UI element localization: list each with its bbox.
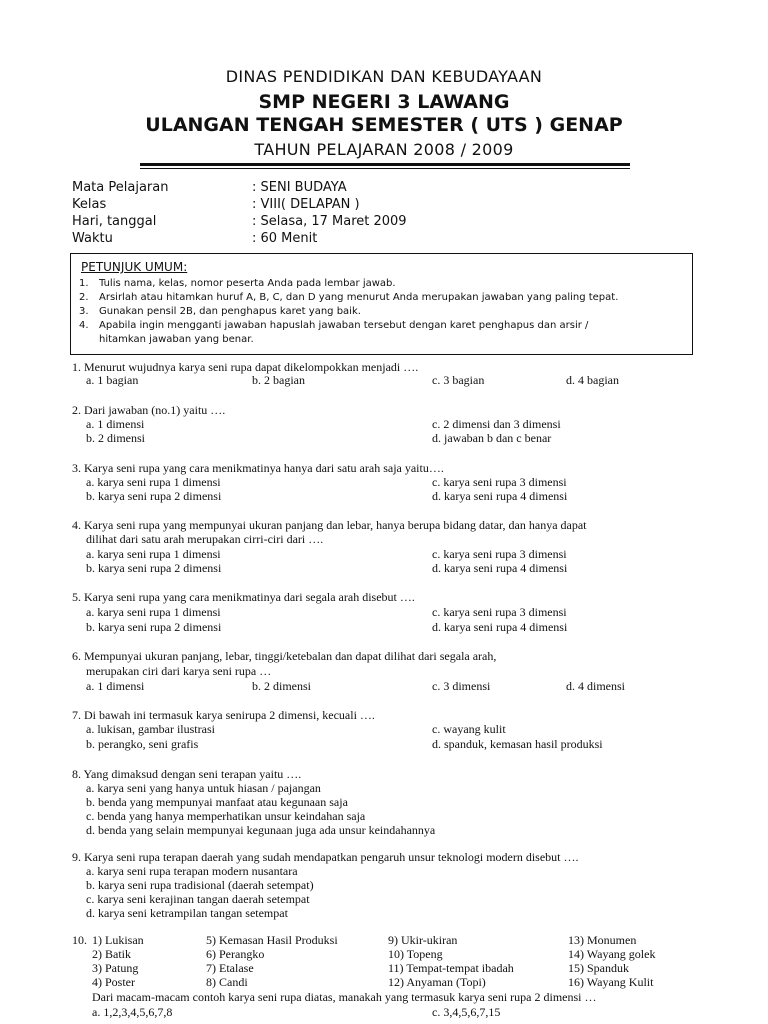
- option-b: b. karya seni rupa 2 dimensi: [86, 561, 222, 575]
- option-b: b. 2 dimensi: [86, 431, 145, 445]
- option-a: a. 1 dimensi: [86, 679, 145, 693]
- header-rule-thin: [140, 168, 630, 169]
- option-a: a. karya seni rupa 1 dimensi: [86, 475, 221, 489]
- list-item: 7) Etalase: [206, 961, 254, 975]
- instruction-text: hitamkan jawaban yang benar.: [99, 334, 254, 345]
- instruction-number: 4.: [79, 320, 89, 331]
- instruction-text: Tulis nama, kelas, nomor peserta Anda pada lembar jawab.: [99, 278, 396, 289]
- info-label: Mata Pelajaran: [72, 180, 169, 195]
- info-label: Hari, tanggal: [72, 214, 157, 229]
- option-a: a. karya seni rupa 1 dimensi: [86, 605, 221, 619]
- list-item: 8) Candi: [206, 975, 248, 989]
- option-a: a. 1 bagian: [86, 373, 139, 387]
- option-a: a. 1 dimensi: [86, 417, 145, 431]
- info-label: Waktu: [72, 231, 113, 246]
- list-item: 11) Tempat-tempat ibadah: [388, 961, 514, 975]
- header-rule-thick: [140, 163, 630, 166]
- question-text: 4. Karya seni rupa yang mempunyai ukuran panjang dan lebar, hanya berupa bidang datar, dan hanya dapat: [72, 518, 587, 532]
- option-a: a. karya seni yang hanya untuk hiasan / pajangan: [86, 781, 321, 795]
- list-item: 2) Batik: [92, 947, 131, 961]
- option-d: d. karya seni ketrampilan tangan setempat: [86, 906, 288, 920]
- option-d: d. 4 bagian: [566, 373, 619, 387]
- question-text: 1. Menurut wujudnya karya seni rupa dapat dikelompokkan menjadi ….: [72, 360, 419, 374]
- question-text: 2. Dari jawaban (no.1) yaitu ….: [72, 403, 226, 417]
- list-item: 5) Kemasan Hasil Produksi: [206, 933, 338, 947]
- list-item: 6) Perangko: [206, 947, 265, 961]
- list-item: 13) Monumen: [568, 933, 637, 947]
- list-item: 15) Spanduk: [568, 961, 629, 975]
- option-b: b. karya seni rupa 2 dimensi: [86, 620, 222, 634]
- info-value: : 60 Menit: [252, 231, 318, 246]
- option-c: c. benda yang hanya memperhatikan unsur keindahan saja: [86, 809, 366, 823]
- option-c: c. karya seni rupa 3 dimensi: [432, 475, 567, 489]
- info-label: Kelas: [72, 197, 107, 212]
- instruction-number: 3.: [79, 306, 89, 317]
- list-item: 9) Ukir-ukiran: [388, 933, 458, 947]
- option-a: a. lukisan, gambar ilustrasi: [86, 722, 215, 736]
- list-item: 16) Wayang Kulit: [568, 975, 654, 989]
- list-item: 3) Patung: [92, 961, 139, 975]
- option-c: c. 3 dimensi: [432, 679, 491, 693]
- question-text: 8. Yang dimaksud dengan seni terapan yaitu ….: [72, 767, 302, 781]
- question-number: 10.: [72, 933, 87, 947]
- option-d: d. 4 dimensi: [566, 679, 625, 693]
- option-b: b. perangko, seni grafis: [86, 737, 199, 751]
- agency-title: DINAS PENDIDIKAN DAN KEBUDAYAAN: [225, 67, 543, 86]
- option-a: a. 1,2,3,4,5,6,7,8: [92, 1005, 173, 1019]
- option-b: b. benda yang mempunyai manfaat atau kegunaan saja: [86, 795, 348, 809]
- option-b: b. karya seni rupa tradisional (daerah setempat): [86, 878, 314, 892]
- option-d: d. benda yang selain mempunyai kegunaan juga ada unsur keindahannya: [86, 823, 436, 837]
- option-c: c. karya seni kerajinan tangan daerah setempat: [86, 892, 310, 906]
- school-name: SMP NEGERI 3 LAWANG: [258, 91, 510, 113]
- question-text: 9. Karya seni rupa terapan daerah yang sudah mendapatkan pengaruh unsur teknologi modern disebut ….: [72, 850, 579, 864]
- instruction-text: Apabila ingin mengganti jawaban hapuslah jawaban tersebut dengan karet penghapus dan arsir /: [99, 320, 589, 331]
- instruction-text: Arsirlah atau hitamkan huruf A, B, C, dan D yang menurut Anda merupakan jawaban yang paling tepat.: [99, 292, 619, 303]
- question-text: 6. Mempunyai ukuran panjang, lebar, tinggi/ketebalan dan dapat dilihat dari segala arah,: [72, 649, 497, 663]
- option-b: b. karya seni rupa 2 dimensi: [86, 489, 222, 503]
- academic-year: TAHUN PELAJARAN 2008 / 2009: [254, 140, 514, 159]
- instruction-number: 2.: [79, 292, 89, 303]
- list-item: 14) Wayang golek: [568, 947, 656, 961]
- option-d: d. jawaban b dan c benar: [432, 431, 552, 445]
- option-a: a. karya seni rupa terapan modern nusantara: [86, 864, 298, 878]
- option-c: c. 3,4,5,6,7,15: [432, 1005, 501, 1019]
- option-d: d. karya seni rupa 4 dimensi: [432, 620, 568, 634]
- instructions-box: [70, 253, 693, 355]
- question-text: 7. Di bawah ini termasuk karya senirupa 2 dimensi, kecuali ….: [72, 708, 375, 722]
- info-value: : VIII( DELAPAN ): [252, 197, 360, 212]
- exam-title: ULANGAN TENGAH SEMESTER ( UTS ) GENAP: [145, 114, 623, 136]
- option-c: c. wayang kulit: [432, 722, 506, 736]
- option-b: b. 2 dimensi: [252, 679, 311, 693]
- instruction-number: 1.: [79, 278, 89, 289]
- option-d: d. karya seni rupa 4 dimensi: [432, 561, 568, 575]
- option-c: c. karya seni rupa 3 dimensi: [432, 605, 567, 619]
- question-text-continued: merupakan ciri dari karya seni rupa …: [86, 664, 272, 678]
- question-text: 3. Karya seni rupa yang cara menikmatinya hanya dari satu arah saja yaitu….: [72, 461, 444, 475]
- question-text: Dari macam-macam contoh karya seni rupa diatas, manakah yang termasuk karya seni rupa 2 dimensi …: [92, 990, 597, 1004]
- instructions-title: PETUNJUK UMUM:: [81, 260, 188, 274]
- option-b: b. 2 bagian: [252, 373, 305, 387]
- option-d: d. karya seni rupa 4 dimensi: [432, 489, 568, 503]
- instruction-text: Gunakan pensil 2B, dan penghapus karet yang baik.: [99, 306, 361, 317]
- list-item: 12) Anyaman (Topi): [388, 975, 486, 989]
- info-value: : SENI BUDAYA: [252, 180, 347, 195]
- option-c: c. karya seni rupa 3 dimensi: [432, 547, 567, 561]
- option-a: a. karya seni rupa 1 dimensi: [86, 547, 221, 561]
- option-c: c. 3 bagian: [432, 373, 485, 387]
- list-item: 10) Topeng: [388, 947, 443, 961]
- question-text-continued: dilihat dari satu arah merupakan cirri-ciri dari ….: [86, 532, 324, 546]
- list-item: 1) Lukisan: [92, 933, 144, 947]
- info-value: : Selasa, 17 Maret 2009: [252, 214, 407, 229]
- option-d: d. spanduk, kemasan hasil produksi: [432, 737, 603, 751]
- question-text: 5. Karya seni rupa yang cara menikmatinya dari segala arah disebut ….: [72, 590, 415, 604]
- option-c: c. 2 dimensi dan 3 dimensi: [432, 417, 561, 431]
- list-item: 4) Poster: [92, 975, 135, 989]
